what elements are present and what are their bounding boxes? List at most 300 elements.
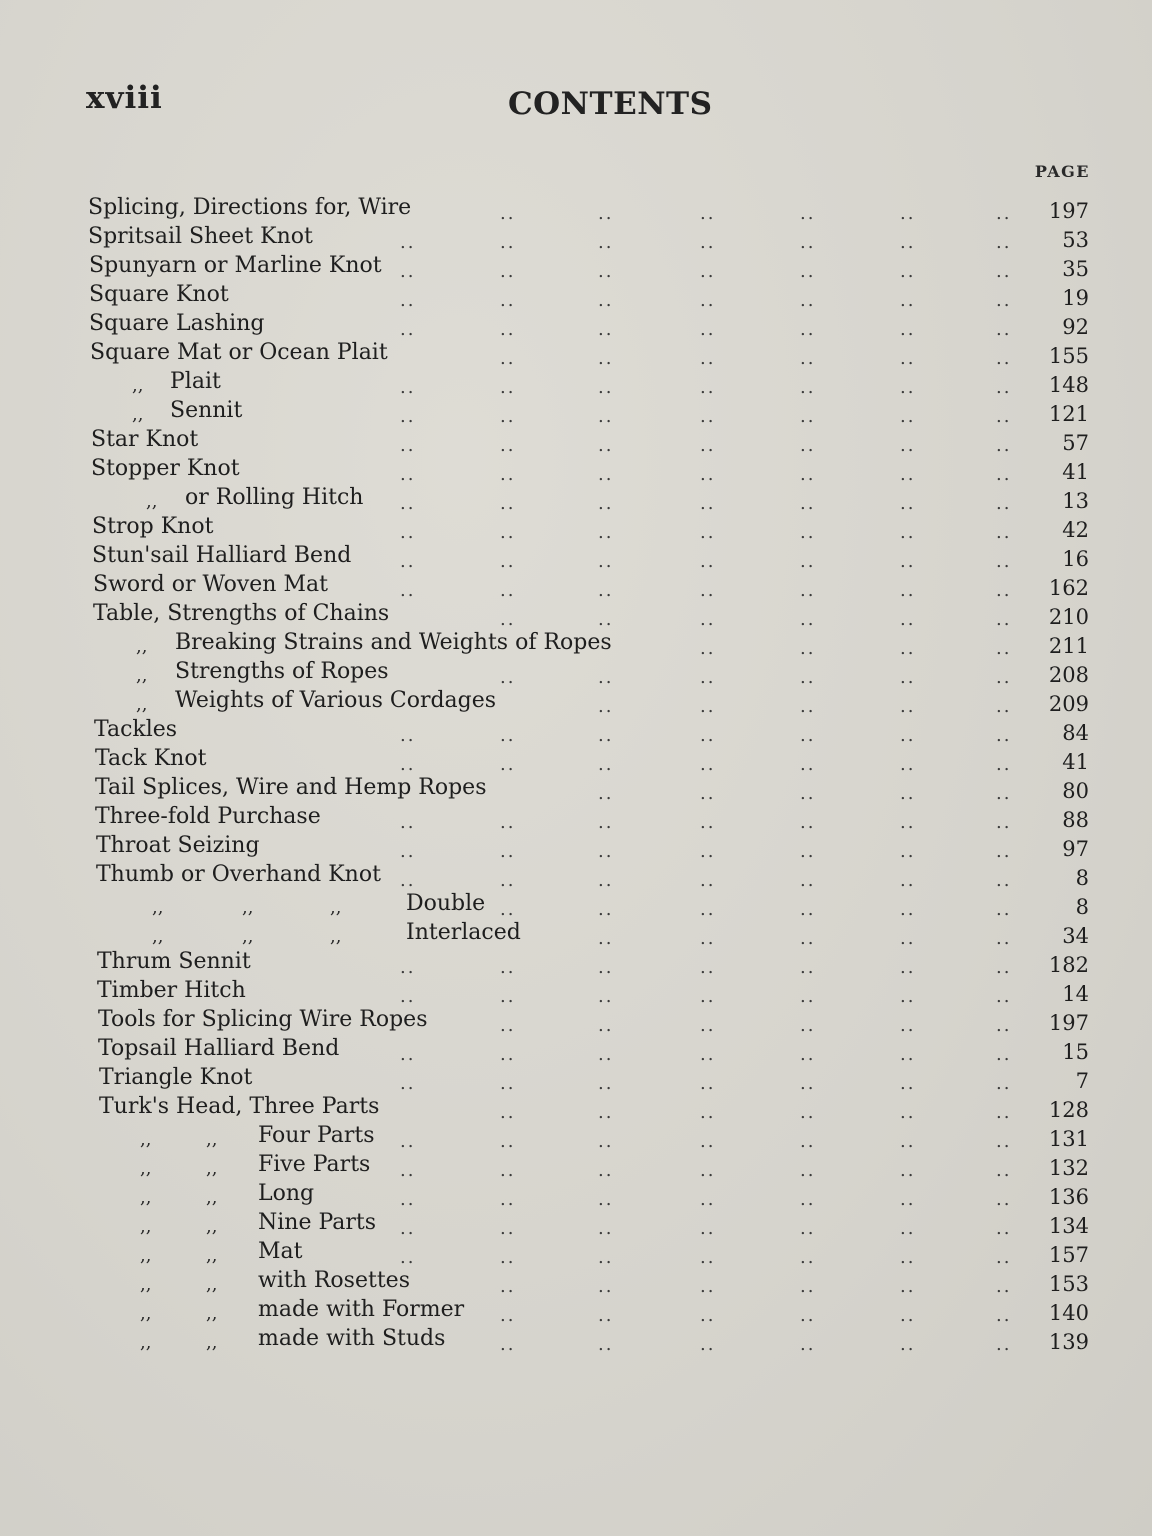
leader-dots: ..: [400, 493, 416, 514]
leader-dots: ..: [800, 290, 816, 311]
leader-dots: ..: [400, 290, 416, 311]
leader-dots: ..: [800, 1334, 816, 1355]
leader-dots: ..: [400, 1131, 416, 1152]
leader-dots: ..: [800, 783, 816, 804]
leader-dots: ..: [700, 754, 716, 775]
leader-dots: ..: [500, 841, 516, 862]
leader-dots: ..: [500, 754, 516, 775]
leader-dots: ..: [400, 725, 416, 746]
leader-dots: ..: [500, 1247, 516, 1268]
leader-dots: ..: [598, 435, 614, 456]
leader-dots: ..: [996, 609, 1012, 630]
leader-dots: ..: [500, 261, 516, 282]
leader-dots: ..: [700, 928, 716, 949]
entry-page-number: 197: [1048, 199, 1089, 223]
leader-dots: ..: [400, 377, 416, 398]
contents-entry: [0, 1324, 1152, 1353]
leader-dots: ..: [400, 957, 416, 978]
contents-entry: [0, 686, 1152, 715]
leader-dots: ..: [900, 841, 916, 862]
contents-entry: [0, 1208, 1152, 1237]
leader-dots: ..: [900, 957, 916, 978]
ditto-mark: ,,: [140, 1187, 152, 1208]
leader-dots: ..: [900, 522, 916, 543]
ditto-mark: ,,: [242, 926, 254, 947]
leader-dots: ..: [500, 1305, 516, 1326]
leader-dots: ..: [900, 435, 916, 456]
entry-label: Thrum Sennit: [97, 949, 251, 974]
entry-page-number: 134: [1048, 1214, 1089, 1238]
entry-page-number: 41: [1062, 460, 1089, 484]
leader-dots: ..: [996, 1160, 1012, 1181]
leader-dots: ..: [598, 1276, 614, 1297]
leader-dots: ..: [900, 406, 916, 427]
leader-dots: ..: [598, 841, 614, 862]
leader-dots: ..: [900, 1305, 916, 1326]
contents-entry: [0, 628, 1152, 657]
leader-dots: ..: [700, 377, 716, 398]
contents-entry: [0, 512, 1152, 541]
leader-dots: ..: [500, 1102, 516, 1123]
ditto-mark: ,,: [152, 926, 164, 947]
leader-dots: ..: [996, 1247, 1012, 1268]
leader-dots: ..: [700, 1305, 716, 1326]
entry-label: Tackles: [94, 717, 178, 742]
leader-dots: ..: [400, 754, 416, 775]
leader-dots: ..: [598, 899, 614, 920]
entry-page-number: 208: [1048, 663, 1089, 687]
ditto-mark: ,,: [206, 1303, 218, 1324]
leader-dots: ..: [800, 725, 816, 746]
leader-dots: ..: [800, 754, 816, 775]
entry-page-number: 121: [1048, 402, 1089, 426]
entry-page-number: 128: [1048, 1098, 1089, 1122]
leader-dots: ..: [598, 319, 614, 340]
leader-dots: ..: [900, 609, 916, 630]
contents-entry: [0, 860, 1152, 889]
leader-dots: ..: [900, 783, 916, 804]
leader-dots: ..: [996, 754, 1012, 775]
entry-page-number: 16: [1062, 547, 1089, 571]
leader-dots: ..: [800, 551, 816, 572]
entry-label: Double: [406, 891, 486, 916]
ditto-mark: ,,: [140, 1129, 152, 1150]
leader-dots: ..: [800, 203, 816, 224]
leader-dots: ..: [598, 1218, 614, 1239]
leader-dots: ..: [996, 377, 1012, 398]
leader-dots: ..: [400, 986, 416, 1007]
entry-label: Square Knot: [89, 282, 229, 307]
leader-dots: ..: [700, 1073, 716, 1094]
contents-entry: [0, 1063, 1152, 1092]
entry-label: Strop Knot: [92, 514, 214, 539]
entry-label: Four Parts: [258, 1123, 375, 1148]
entry-page-number: 41: [1062, 750, 1089, 774]
entry-label: Stun'sail Halliard Bend: [92, 543, 352, 568]
leader-dots: ..: [800, 609, 816, 630]
contents-entry: [0, 541, 1152, 570]
entry-page-number: 35: [1062, 257, 1089, 281]
leader-dots: ..: [996, 667, 1012, 688]
leader-dots: ..: [900, 232, 916, 253]
leader-dots: ..: [800, 319, 816, 340]
leader-dots: ..: [598, 1189, 614, 1210]
leader-dots: ..: [500, 870, 516, 891]
leader-dots: ..: [400, 1218, 416, 1239]
leader-dots: ..: [996, 1305, 1012, 1326]
ditto-mark: ,,: [152, 897, 164, 918]
entry-page-number: 209: [1048, 692, 1089, 716]
entry-label: Triangle Knot: [99, 1065, 253, 1090]
leader-dots: ..: [598, 232, 614, 253]
ditto-mark: ,,: [136, 694, 148, 715]
leader-dots: ..: [996, 232, 1012, 253]
leader-dots: ..: [700, 899, 716, 920]
leader-dots: ..: [996, 290, 1012, 311]
leader-dots: ..: [996, 319, 1012, 340]
leader-dots: ..: [800, 812, 816, 833]
leader-dots: ..: [500, 319, 516, 340]
entry-page-number: 8: [1075, 895, 1089, 919]
leader-dots: ..: [598, 522, 614, 543]
leader-dots: ..: [900, 290, 916, 311]
entry-label: Plait: [170, 369, 221, 394]
contents-entry: [0, 570, 1152, 599]
leader-dots: ..: [700, 348, 716, 369]
ditto-mark: ,,: [206, 1158, 218, 1179]
entry-label: Interlaced: [406, 920, 521, 945]
leader-dots: ..: [900, 1218, 916, 1239]
leader-dots: ..: [800, 1305, 816, 1326]
leader-dots: ..: [400, 1247, 416, 1268]
ditto-mark: ,,: [132, 404, 144, 425]
contents-entry: [0, 1005, 1152, 1034]
leader-dots: ..: [700, 1247, 716, 1268]
leader-dots: ..: [598, 1102, 614, 1123]
leader-dots: ..: [900, 1015, 916, 1036]
contents-entry: [0, 1179, 1152, 1208]
leader-dots: ..: [700, 493, 716, 514]
leader-dots: ..: [400, 551, 416, 572]
leader-dots: ..: [800, 522, 816, 543]
ditto-mark: ,,: [206, 1187, 218, 1208]
leader-dots: ..: [400, 1189, 416, 1210]
leader-dots: ..: [996, 1015, 1012, 1036]
entry-label: Star Knot: [91, 427, 199, 452]
leader-dots: ..: [800, 667, 816, 688]
entry-page-number: 57: [1062, 431, 1089, 455]
leader-dots: ..: [400, 522, 416, 543]
leader-dots: ..: [700, 261, 716, 282]
entry-label: Mat: [258, 1239, 303, 1264]
entry-label: Tack Knot: [95, 746, 207, 771]
entry-page-number: 153: [1048, 1272, 1089, 1296]
leader-dots: ..: [598, 406, 614, 427]
leader-dots: ..: [500, 1044, 516, 1065]
leader-dots: ..: [400, 1073, 416, 1094]
leader-dots: ..: [400, 841, 416, 862]
contents-entry: [0, 1121, 1152, 1150]
leader-dots: ..: [500, 348, 516, 369]
leader-dots: ..: [500, 232, 516, 253]
entry-label: Throat Seizing: [96, 833, 260, 858]
entry-page-number: 148: [1048, 373, 1089, 397]
entry-label: Weights of Various Cordages: [175, 688, 497, 713]
entry-label: Timber Hitch: [97, 978, 246, 1003]
entry-page-number: 197: [1048, 1011, 1089, 1035]
leader-dots: ..: [900, 1334, 916, 1355]
entry-label: Stopper Knot: [91, 456, 240, 481]
leader-dots: ..: [996, 1189, 1012, 1210]
leader-dots: ..: [900, 493, 916, 514]
entry-page-number: 53: [1062, 228, 1089, 252]
entry-label: Table, Strengths of Chains: [93, 601, 390, 626]
leader-dots: ..: [996, 783, 1012, 804]
leader-dots: ..: [700, 522, 716, 543]
leader-dots: ..: [700, 406, 716, 427]
leader-dots: ..: [700, 1044, 716, 1065]
leader-dots: ..: [800, 957, 816, 978]
leader-dots: ..: [598, 580, 614, 601]
ditto-mark: ,,: [330, 897, 342, 918]
leader-dots: ..: [700, 1102, 716, 1123]
entry-page-number: 34: [1062, 924, 1089, 948]
leader-dots: ..: [800, 1160, 816, 1181]
contents-entry: [0, 1034, 1152, 1063]
ditto-mark: ,,: [146, 491, 158, 512]
leader-dots: ..: [800, 1189, 816, 1210]
leader-dots: ..: [500, 435, 516, 456]
leader-dots: ..: [996, 1276, 1012, 1297]
ditto-mark: ,,: [206, 1129, 218, 1150]
leader-dots: ..: [800, 1015, 816, 1036]
leader-dots: ..: [500, 725, 516, 746]
entry-page-number: 7: [1075, 1069, 1089, 1093]
leader-dots: ..: [900, 638, 916, 659]
leader-dots: ..: [598, 348, 614, 369]
contents-entry: [0, 744, 1152, 773]
leader-dots: ..: [700, 609, 716, 630]
leader-dots: ..: [700, 870, 716, 891]
contents-entry: [0, 338, 1152, 367]
leader-dots: ..: [700, 1334, 716, 1355]
entry-page-number: 131: [1048, 1127, 1089, 1151]
leader-dots: ..: [500, 290, 516, 311]
leader-dots: ..: [996, 957, 1012, 978]
leader-dots: ..: [598, 261, 614, 282]
entry-page-number: 14: [1062, 982, 1089, 1006]
entry-page-number: 155: [1048, 344, 1089, 368]
leader-dots: ..: [700, 1276, 716, 1297]
leader-dots: ..: [700, 1131, 716, 1152]
entry-label: Turk's Head, Three Parts: [99, 1094, 380, 1119]
leader-dots: ..: [598, 783, 614, 804]
leader-dots: ..: [800, 638, 816, 659]
contents-entry: [0, 454, 1152, 483]
leader-dots: ..: [700, 986, 716, 1007]
entry-page-number: 182: [1048, 953, 1089, 977]
leader-dots: ..: [996, 551, 1012, 572]
entry-label: Tools for Splicing Wire Ropes: [98, 1007, 428, 1032]
leader-dots: ..: [996, 696, 1012, 717]
leader-dots: ..: [400, 580, 416, 601]
leader-dots: ..: [500, 1189, 516, 1210]
leader-dots: ..: [996, 580, 1012, 601]
leader-dots: ..: [996, 1131, 1012, 1152]
entry-label: Strengths of Ropes: [175, 659, 389, 684]
entry-label: Tail Splices, Wire and Hemp Ropes: [95, 775, 487, 800]
leader-dots: ..: [400, 406, 416, 427]
leader-dots: ..: [500, 1131, 516, 1152]
leader-dots: ..: [400, 319, 416, 340]
ditto-mark: ,,: [136, 665, 148, 686]
leader-dots: ..: [900, 1189, 916, 1210]
leader-dots: ..: [900, 261, 916, 282]
contents-entry: [0, 1266, 1152, 1295]
entry-page-number: 8: [1075, 866, 1089, 890]
entry-page-number: 88: [1062, 808, 1089, 832]
leader-dots: ..: [800, 232, 816, 253]
leader-dots: ..: [700, 232, 716, 253]
contents-entry: [0, 1150, 1152, 1179]
leader-dots: ..: [400, 870, 416, 891]
leader-dots: ..: [800, 348, 816, 369]
entry-page-number: 97: [1062, 837, 1089, 861]
contents-entry: [0, 831, 1152, 860]
leader-dots: ..: [996, 986, 1012, 1007]
leader-dots: ..: [500, 667, 516, 688]
leader-dots: ..: [598, 203, 614, 224]
leader-dots: ..: [700, 580, 716, 601]
entry-label: Spritsail Sheet Knot: [88, 224, 313, 249]
entry-label: Three-fold Purchase: [95, 804, 321, 829]
contents-entry: [0, 918, 1152, 947]
leader-dots: ..: [900, 1276, 916, 1297]
entry-label: Splicing, Directions for, Wire: [88, 195, 412, 220]
ditto-mark: ,,: [136, 636, 148, 657]
leader-dots: ..: [900, 667, 916, 688]
leader-dots: ..: [598, 290, 614, 311]
leader-dots: ..: [598, 667, 614, 688]
leader-dots: ..: [900, 580, 916, 601]
leader-dots: ..: [700, 203, 716, 224]
leader-dots: ..: [900, 812, 916, 833]
leader-dots: ..: [500, 464, 516, 485]
leader-dots: ..: [996, 928, 1012, 949]
leader-dots: ..: [996, 464, 1012, 485]
leader-dots: ..: [800, 377, 816, 398]
entry-label: made with Studs: [258, 1326, 446, 1351]
entry-page-number: 132: [1048, 1156, 1089, 1180]
entry-label: Sword or Woven Mat: [93, 572, 328, 597]
ditto-mark: ,,: [330, 926, 342, 947]
contents-entry: [0, 396, 1152, 425]
leader-dots: ..: [598, 1305, 614, 1326]
leader-dots: ..: [500, 1160, 516, 1181]
contents-entry: [0, 483, 1152, 512]
ditto-mark: ,,: [140, 1158, 152, 1179]
leader-dots: ..: [800, 1218, 816, 1239]
ditto-mark: ,,: [140, 1216, 152, 1237]
entry-label: Thumb or Overhand Knot: [96, 862, 381, 887]
leader-dots: ..: [900, 986, 916, 1007]
leader-dots: ..: [700, 667, 716, 688]
contents-entry: [0, 715, 1152, 744]
entry-page-number: 139: [1048, 1330, 1089, 1354]
ditto-mark: ,,: [242, 897, 254, 918]
entry-label: Spunyarn or Marline Knot: [89, 253, 382, 278]
entry-page-number: 19: [1062, 286, 1089, 310]
leader-dots: ..: [500, 899, 516, 920]
leader-dots: ..: [996, 435, 1012, 456]
leader-dots: ..: [598, 609, 614, 630]
entry-page-number: 42: [1062, 518, 1089, 542]
leader-dots: ..: [598, 1334, 614, 1355]
leader-dots: ..: [400, 1044, 416, 1065]
entry-label: Breaking Strains and Weights of Ropes: [175, 630, 612, 655]
leader-dots: ..: [900, 203, 916, 224]
leader-dots: ..: [996, 406, 1012, 427]
page-title: CONTENTS: [508, 86, 713, 122]
contents-entry: [0, 889, 1152, 918]
leader-dots: ..: [996, 899, 1012, 920]
leader-dots: ..: [500, 203, 516, 224]
leader-dots: ..: [800, 870, 816, 891]
leader-dots: ..: [598, 928, 614, 949]
leader-dots: ..: [500, 377, 516, 398]
leader-dots: ..: [996, 1073, 1012, 1094]
leader-dots: ..: [700, 1218, 716, 1239]
leader-dots: ..: [500, 812, 516, 833]
leader-dots: ..: [800, 435, 816, 456]
entry-label: with Rosettes: [258, 1268, 410, 1293]
leader-dots: ..: [500, 406, 516, 427]
entry-page-number: 92: [1062, 315, 1089, 339]
entry-page-number: 136: [1048, 1185, 1089, 1209]
leader-dots: ..: [900, 1102, 916, 1123]
leader-dots: ..: [900, 551, 916, 572]
contents-entry: [0, 657, 1152, 686]
leader-dots: ..: [900, 377, 916, 398]
leader-dots: ..: [598, 754, 614, 775]
entry-page-number: 162: [1048, 576, 1089, 600]
leader-dots: ..: [598, 1073, 614, 1094]
leader-dots: ..: [900, 319, 916, 340]
entry-label: Five Parts: [258, 1152, 371, 1177]
leader-dots: ..: [800, 1131, 816, 1152]
contents-entry: [0, 425, 1152, 454]
leader-dots: ..: [500, 957, 516, 978]
ditto-mark: ,,: [206, 1332, 218, 1353]
leader-dots: ..: [900, 348, 916, 369]
leader-dots: ..: [800, 986, 816, 1007]
leader-dots: ..: [400, 464, 416, 485]
leader-dots: ..: [800, 841, 816, 862]
leader-dots: ..: [500, 551, 516, 572]
leader-dots: ..: [598, 1015, 614, 1036]
leader-dots: ..: [800, 406, 816, 427]
contents-entry: [0, 976, 1152, 1005]
leader-dots: ..: [996, 261, 1012, 282]
leader-dots: ..: [700, 957, 716, 978]
leader-dots: ..: [900, 754, 916, 775]
contents-entry: [0, 193, 1152, 222]
leader-dots: ..: [700, 696, 716, 717]
leader-dots: ..: [598, 812, 614, 833]
leader-dots: ..: [500, 1334, 516, 1355]
leader-dots: ..: [900, 899, 916, 920]
leader-dots: ..: [800, 1073, 816, 1094]
